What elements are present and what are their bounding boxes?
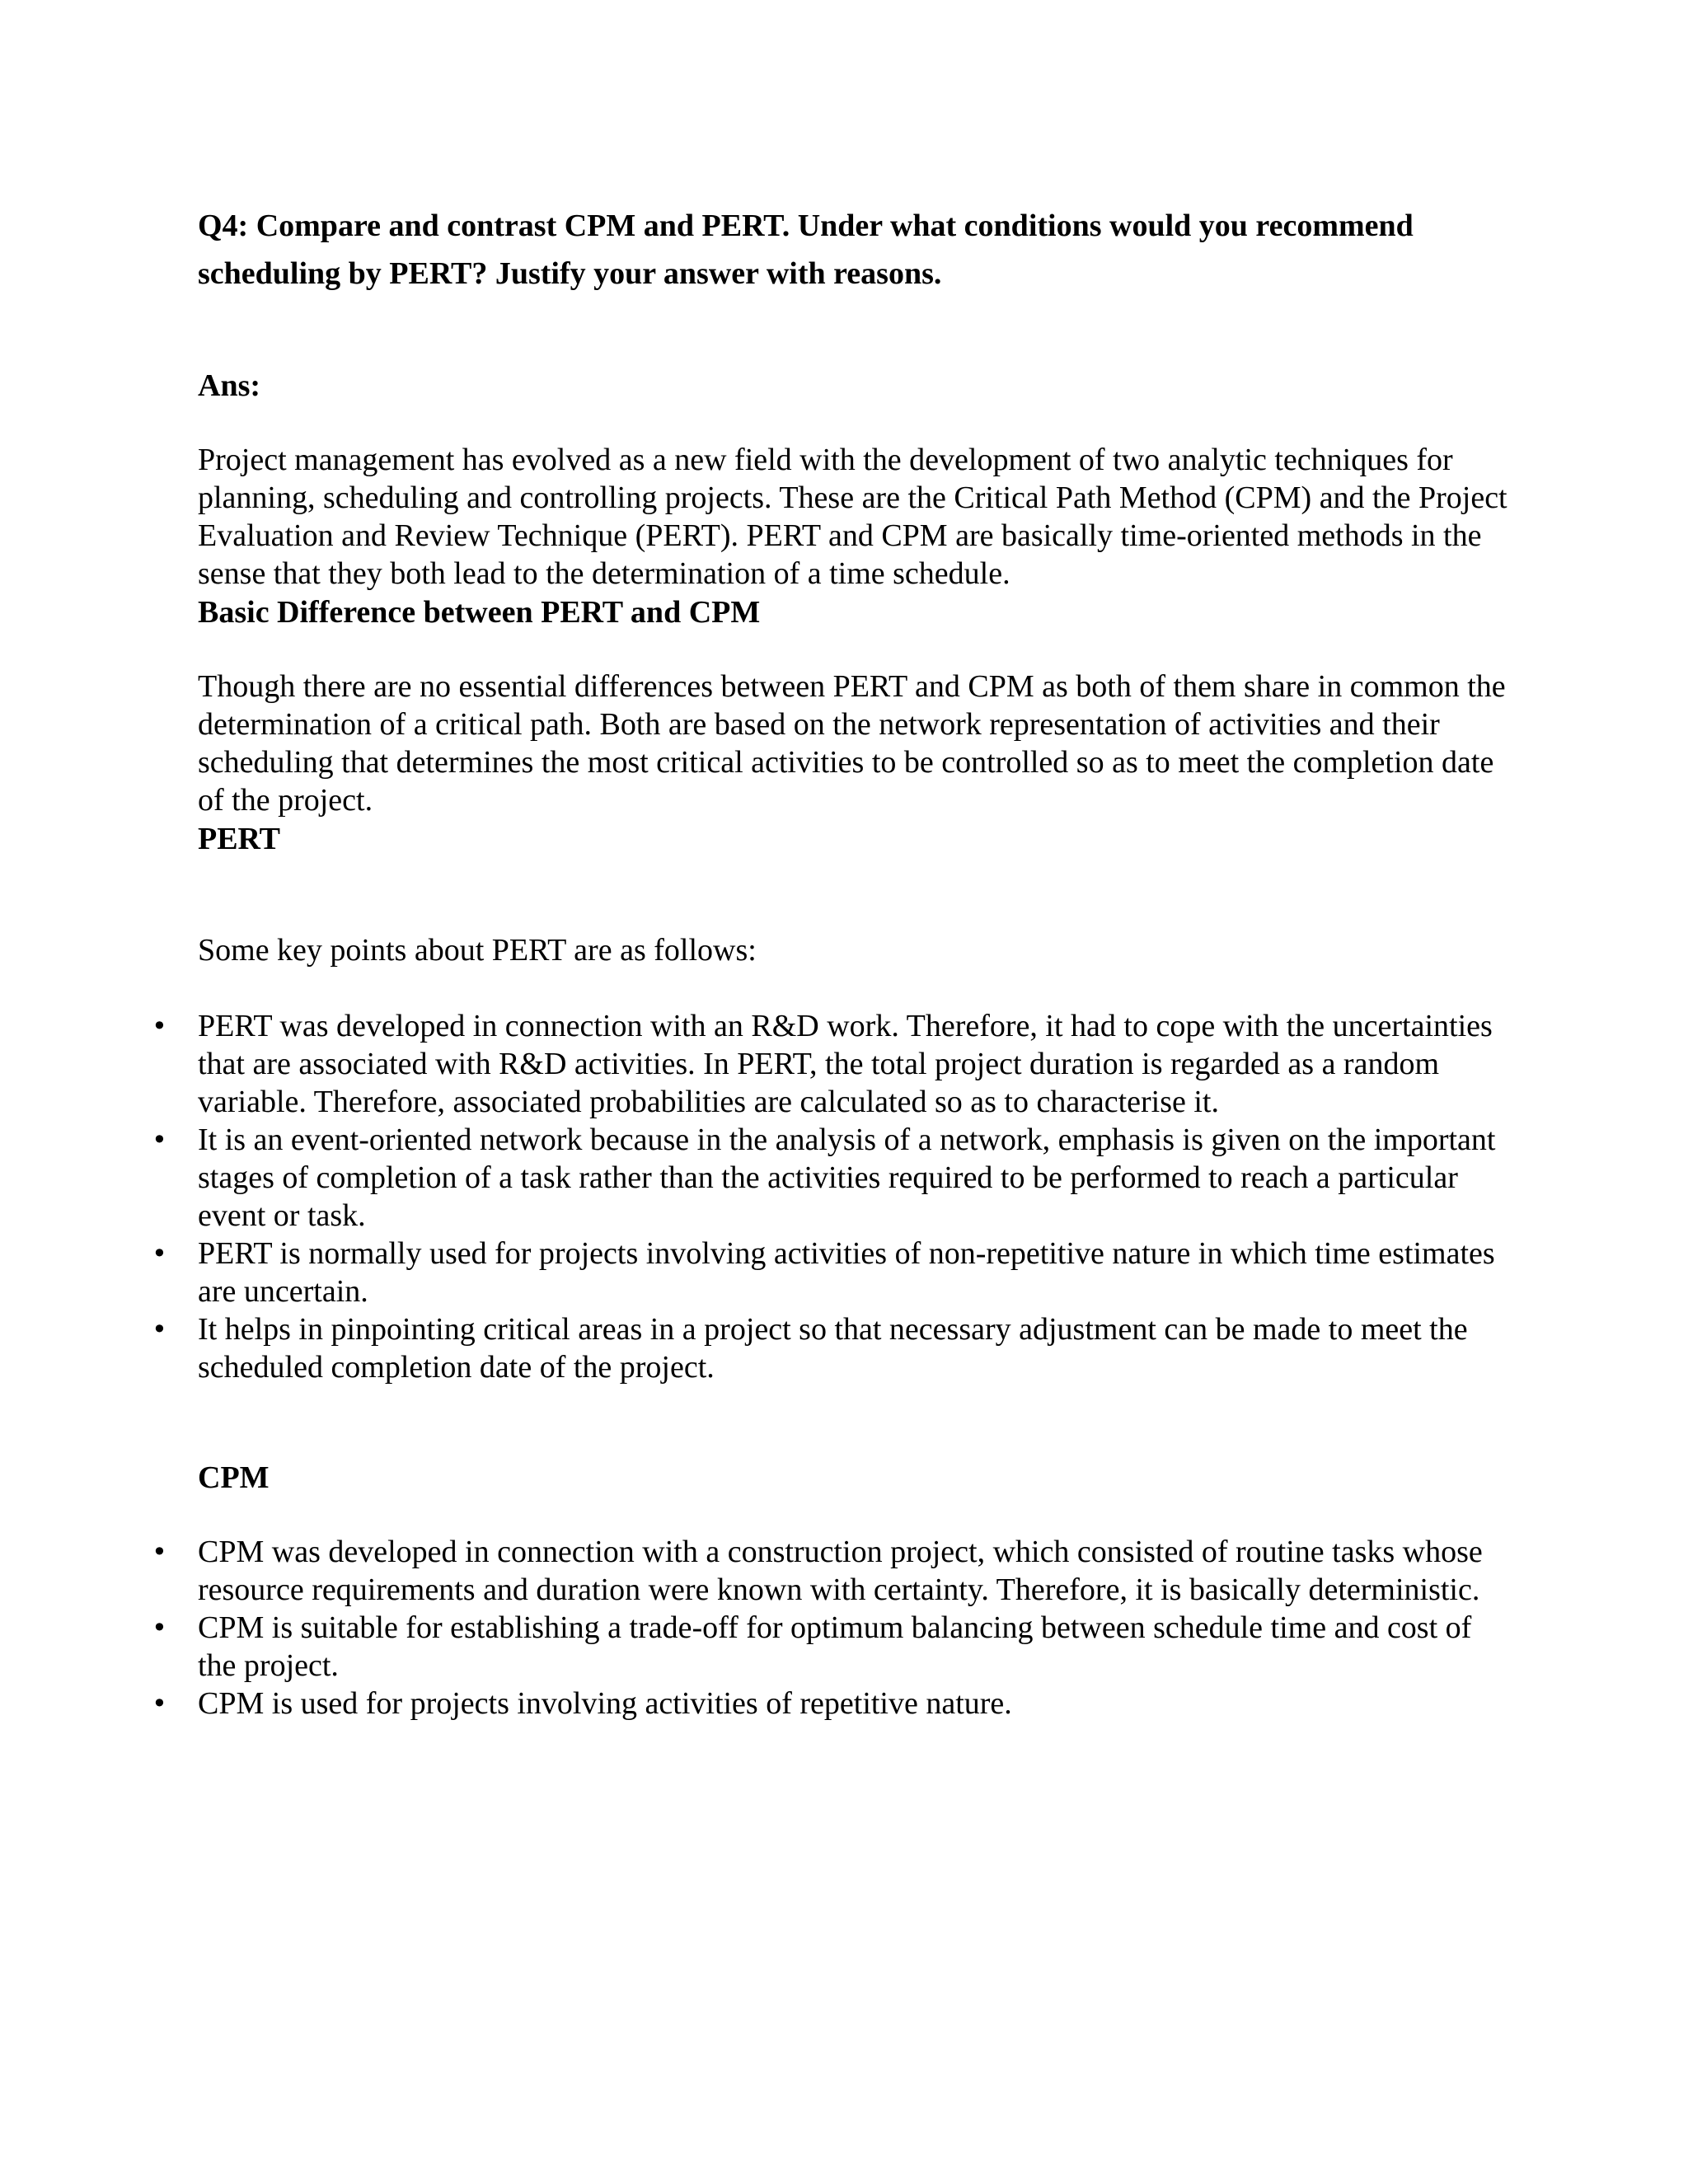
list-item: • CPM is suitable for establishing a trade-off for optimum balancing between schedule time and cost of the project. [198,1609,1517,1685]
pert-intro: Some key points about PERT are as follows: [198,933,757,968]
basic-difference-paragraph: Though there are no essential differences between PERT and CPM as both of them share in common the determination of a critical path. Both are based on the network representation of activities and their scheduling that determines the most critical activities to be controlled so as to meet the completion date of the project. [198,669,1506,818]
cpm-points-list [198,1533,1517,1722]
pert-heading: PERT [198,822,281,856]
list-item: • PERT is normally used for projects involving activities of non-repetitive nature in which time estimates are uncertain. [198,1235,1517,1310]
list-item: • CPM was developed in connection with a construction project, which consisted of routine tasks whose resource requirements and duration were known with certainty. Therefore, it is basically deterministic. [198,1533,1517,1609]
list-item: • CPM is used for projects involving activities of repetitive nature. [198,1685,1517,1722]
pert-points-list [198,1007,1517,1386]
cpm-heading: CPM [198,1460,270,1495]
list-item: • PERT was developed in connection with an R&D work. Therefore, it had to cope with the uncertainties that are associated with R&D activities. In PERT, the total project duration is regarded as a random variable. Therefore, associated probabilities are calculated so as to characterise it. [198,1007,1517,1121]
question-heading: Q4: Compare and contrast CPM and PERT. Under what conditions would you recommend scheduling by PERT? Justify your answer with reasons. [198,209,1414,291]
list-item: • It helps in pinpointing critical areas in a project so that necessary adjustment can be made to meet the scheduled completion date of the project. [198,1310,1517,1386]
list-item: • It is an event-oriented network because in the analysis of a network, emphasis is given on the important stages of completion of a task rather than the activities required to be performed to reach a particular event or task. [198,1121,1517,1235]
basic-difference-heading: Basic Difference between PERT and CPM [198,595,761,630]
intro-paragraph: Project management has evolved as a new field with the development of two analytic techniques for planning, scheduling and controlling projects. These are the Critical Path Method (CPM) and the Project Evaluation and Review Technique (PERT). PERT and CPM are basically time-oriented methods in the sense that they both lead to the determination of a time schedule. [198,443,1507,591]
answer-label: Ans: [198,368,261,403]
